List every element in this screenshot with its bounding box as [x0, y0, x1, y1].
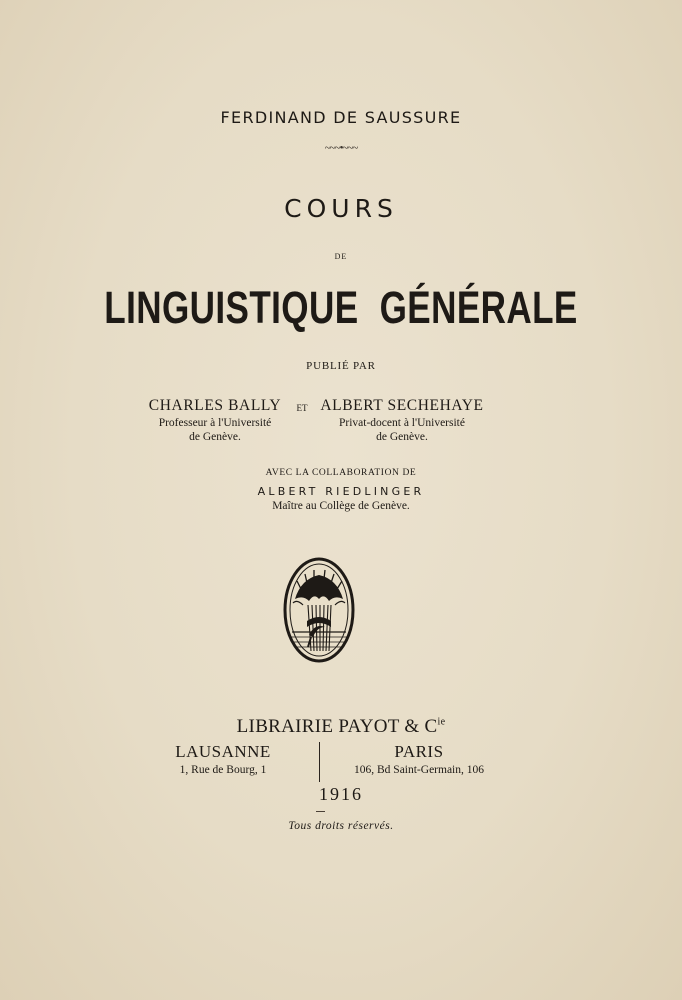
collaboration-label: AVEC LA COLLABORATION DE [265, 468, 417, 478]
city-paris-name: PARIS [394, 742, 444, 761]
conjunction-et: ET [296, 403, 308, 413]
editor-bally-role-line2: de Genève. [189, 431, 241, 443]
editor-sechehaye-role-line2: de Genève. [376, 431, 428, 443]
editor-bally [140, 397, 290, 443]
city-paris-address: 106, Bd Saint-Germain, 106 [354, 764, 484, 776]
city-paris [336, 742, 502, 776]
publisher-text: LIBRAIRIE PAYOT & C [236, 716, 438, 737]
city-lausanne-address: 1, Rue de Bourg, 1 [179, 764, 267, 776]
editor-bally-name: CHARLES BALLY [148, 397, 282, 414]
title-connector-de: DE [334, 252, 348, 261]
publication-year: 1916 [319, 784, 363, 804]
collaborator-name: ALBERT RIEDLINGER [257, 485, 425, 498]
wheat-sheaf-emblem-icon [281, 555, 357, 665]
publisher-superscript: ie [437, 716, 446, 728]
flourish-ornament: ~~~•~~~ [324, 142, 358, 154]
title-line-linguistique: LINGUISTIQUE GÉNÉRALE [104, 282, 578, 333]
collaborator-role: Maître au Collège de Genève. [272, 500, 410, 512]
author-name: FERDINAND DE SAUSSURE [220, 108, 462, 127]
published-by-label: PUBLIÉ PAR [306, 360, 376, 372]
year-dash-divider [316, 811, 325, 812]
title-line-cours: COURS [284, 194, 398, 223]
editor-bally-role-line1: Professeur à l'Université [158, 417, 272, 429]
editor-sechehaye-name: ALBERT SECHEHAYE [320, 397, 484, 414]
city-lausanne [158, 742, 288, 776]
rights-notice: Tous droits réservés. [288, 820, 394, 832]
city-divider [319, 742, 320, 782]
editor-sechehaye-role-line1: Privat-docent à l'Université [339, 417, 465, 429]
editor-sechehaye [314, 397, 490, 443]
city-lausanne-name: LAUSANNE [175, 742, 271, 761]
publisher-name [0, 716, 682, 738]
